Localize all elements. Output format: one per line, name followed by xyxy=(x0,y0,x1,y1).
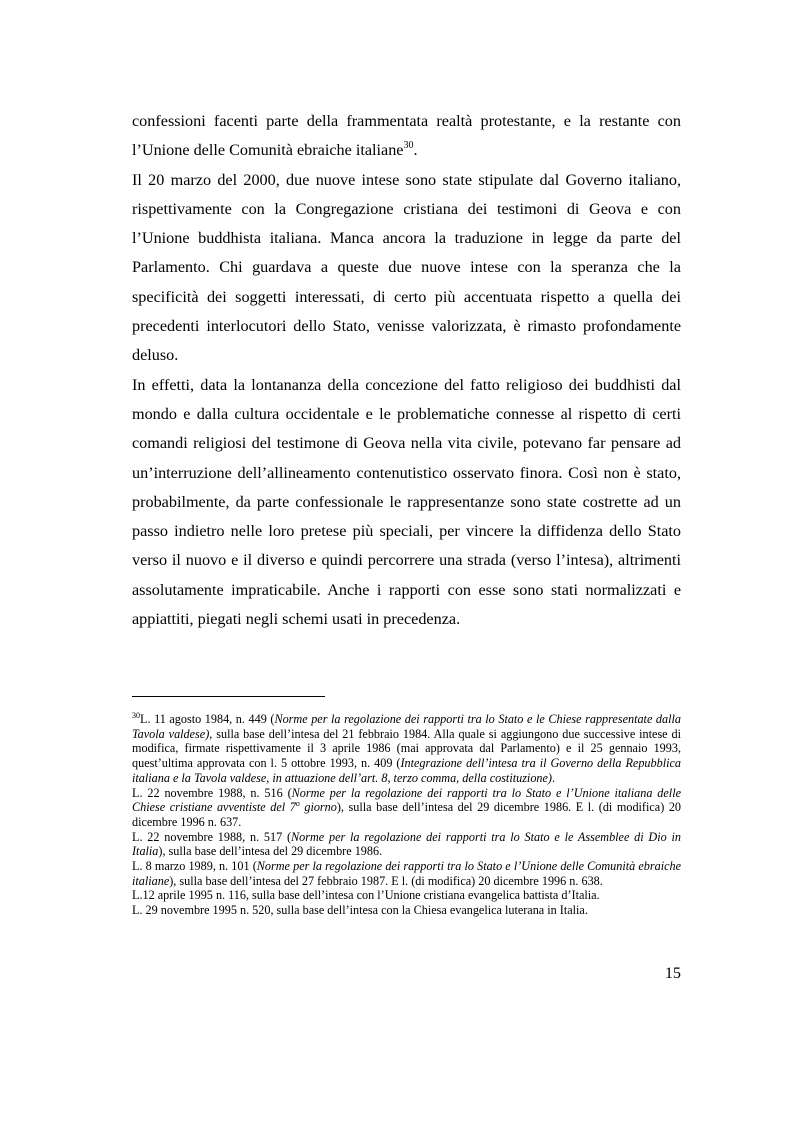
paragraph-2: Il 20 marzo del 2000, due nuove intese sono state stipulate dal Governo italiano, rispettivamente con la Congregazione cristiana dei testimoni di Geova e con l’Unione buddhista italiana. Manca ancora la traduzione in legge da parte del Parlamento. Chi guardava a queste due nuove intese con la speranza che la specificità dei soggetti interessati, di certo più accentuata rispetto a quella dei precedenti interlocutori dello Stato, venisse valorizzata, è rimasto profondamente deluso. xyxy=(132,170,681,365)
page-number: 15 xyxy=(664,964,681,982)
footnote-law-101: L. 8 marzo 1989, n. 101 (Norme per la regolazione dei rapporti tra lo Stato e l’Unione delle Comunità ebraiche italiane), sulla base dell’intesa del 27 febbraio 1987. E l. (di modifica) 20 dicembre 1996 n. 638. xyxy=(132,859,681,888)
paragraph-1-text: confessioni facenti parte della frammentata realtà protestante, e la restante con l’Unione delle Comunità ebraiche italiane xyxy=(132,112,681,160)
footnote-30: $^{30}$L. 11 agosto 1984, n. 449 (Norme per la regolazione dei rapporti tra lo Stato e le Chiese rappresentate dalla Tavola valdese), sulla base dell’intesa del 21 febbraio 1984. Alla quale si aggiungono due successive intese di modifica, firmate rispettivamente il 3 aprile 1986 (mai approvata dal Parlamento) e il 25 gennaio 1993, quest’ultima approvata con l. 5 ottobre 1993, n. 409 (Integrazione dell’intesa tra il Governo della Repubblica italiana e la Tavola valdese, in attuazione dell’art. 8, terzo comma, della costituzione). xyxy=(132,710,681,785)
footnote-law-517: L. 22 novembre 1988, n. 517 (Norme per la regolazione dei rapporti tra lo Stato e le Assemblee di Dio in Italia), sulla base dell’intesa del 29 dicembre 1986. xyxy=(132,829,681,859)
footnote-number: 30 xyxy=(132,710,140,720)
paragraph-1: confessioni facenti parte della frammentata realtà protestante, e la restante con l’Unione delle Comunità ebraiche italiane$^{30}$. xyxy=(132,112,681,160)
footnote-separator xyxy=(132,696,325,697)
footnote-ref-30: 30 xyxy=(403,139,414,151)
footnote-law-516: L. 22 novembre 1988, n. 516 (Norme per la regolazione dei rapporti tra lo Stato e l’Unione italiana delle Chiese cristiane avventiste del 7$^o$ giorno), sulla base dell’intesa del 29 dicembre 1986. E l. (di modifica) 20 dicembre 1996 n. 637. xyxy=(132,785,682,829)
footnote-law-520: L. 29 novembre 1995 n. 520, sulla base dell’intesa con la Chiesa evangelica luterana in Italia. xyxy=(132,903,588,918)
body-text xyxy=(132,107,681,634)
footnote-law-116: L.12 aprile 1995 n. 116, sulla base dell’intesa con l’Unione cristiana evangelica battista d’Italia. xyxy=(132,888,600,903)
footnotes xyxy=(132,712,681,918)
page-content xyxy=(132,107,681,634)
paragraph-3: In effetti, data la lontananza della concezione del fatto religioso dei buddhisti dal mondo e dalla cultura occidentale e le problematiche connesse al rispetto di certi comandi religiosi del testimone di Geova nella vita civile, potevano far pensare ad un’interruzione dell’allineamento contenutistico osservato finora. Così non è stato, probabilmente, da parte confessionale le rappresentanze sono state costrette ad un passo indietro nelle loro pretese più speciali, per vincere la diffidenza dello Stato verso il nuovo e il diverso e quindi percorrere una strada (verso l’intesa), altrimenti assolutamente impraticabile. Anche i rapporti con esse sono stati normalizzati e appiattiti, piegati negli schemi usati in precedenza. xyxy=(132,375,681,629)
